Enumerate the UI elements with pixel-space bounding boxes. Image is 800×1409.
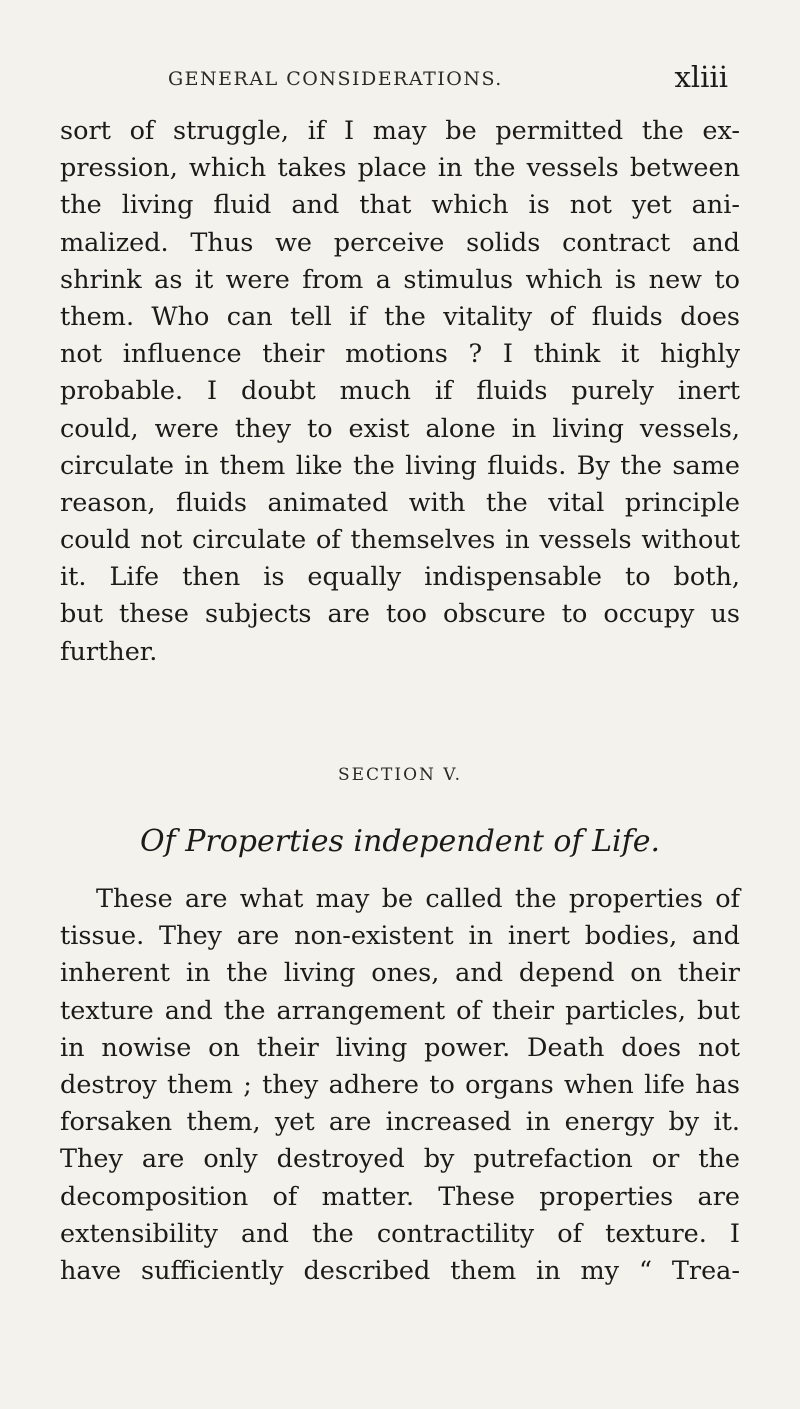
text-line: sort of struggle, if I may be permitted the ex- bbox=[60, 116, 740, 146]
text-line: tissue. They are non-existent in inert bodies, and bbox=[60, 921, 740, 952]
text-line: could, were they to exist alone in living vessels, bbox=[60, 413, 740, 444]
text-line: forsaken them, yet are increased in energy by it. bbox=[60, 1107, 740, 1138]
text-line: shrink as it were from a stimulus which is new to bbox=[60, 264, 740, 295]
text-line: but these subjects are too obscure to occupy us bbox=[60, 599, 740, 630]
text-line: in nowise on their living power. Death does not bbox=[60, 1032, 740, 1063]
text-line: These are what may be called the properties of bbox=[96, 884, 740, 914]
text-line: circulate in them like the living fluids. By the same bbox=[60, 450, 740, 481]
text-line: They are only destroyed by putrefaction or the bbox=[60, 1144, 740, 1175]
paragraph bbox=[60, 881, 740, 1290]
text-line: probable. I doubt much if fluids purely inert bbox=[60, 376, 740, 407]
text-line: the living fluid and that which is not yet ani- bbox=[60, 190, 740, 221]
text-line: extensibility and the contractility of texture. I bbox=[60, 1218, 740, 1249]
text-line: further. bbox=[60, 636, 158, 667]
text-line: texture and the arrangement of their particles, but bbox=[60, 995, 740, 1026]
text-line: have sufficiently described them in my “ Trea- bbox=[60, 1255, 740, 1286]
running-head-title: GENERAL CONSIDERATIONS. bbox=[168, 68, 503, 90]
section-title: Of Properties independent of Life. bbox=[139, 824, 661, 859]
paragraph-continued bbox=[60, 113, 740, 671]
text-line: reason, fluids animated with the vital principle bbox=[60, 487, 740, 518]
text-line: not influence their motions ? I think it highly bbox=[60, 339, 740, 370]
text-line: it. Life then is equally indispensable to both, bbox=[60, 562, 740, 593]
page-number: xliii bbox=[674, 60, 728, 94]
text-line: decomposition of matter. These properties are bbox=[60, 1181, 740, 1212]
text-line: destroy them ; they adhere to organs when life has bbox=[60, 1069, 740, 1100]
section-heading: SECTION V. bbox=[337, 765, 463, 785]
text-line: malized. Thus we perceive solids contract and bbox=[60, 227, 740, 258]
text-line: inherent in the living ones, and depend on their bbox=[60, 958, 740, 989]
running-head bbox=[168, 60, 728, 100]
text-line: them. Who can tell if the vitality of fluids does bbox=[60, 301, 740, 332]
text-line: pression, which takes place in the vessels between bbox=[60, 153, 740, 184]
text-line: could not circulate of themselves in vessels without bbox=[60, 525, 740, 556]
